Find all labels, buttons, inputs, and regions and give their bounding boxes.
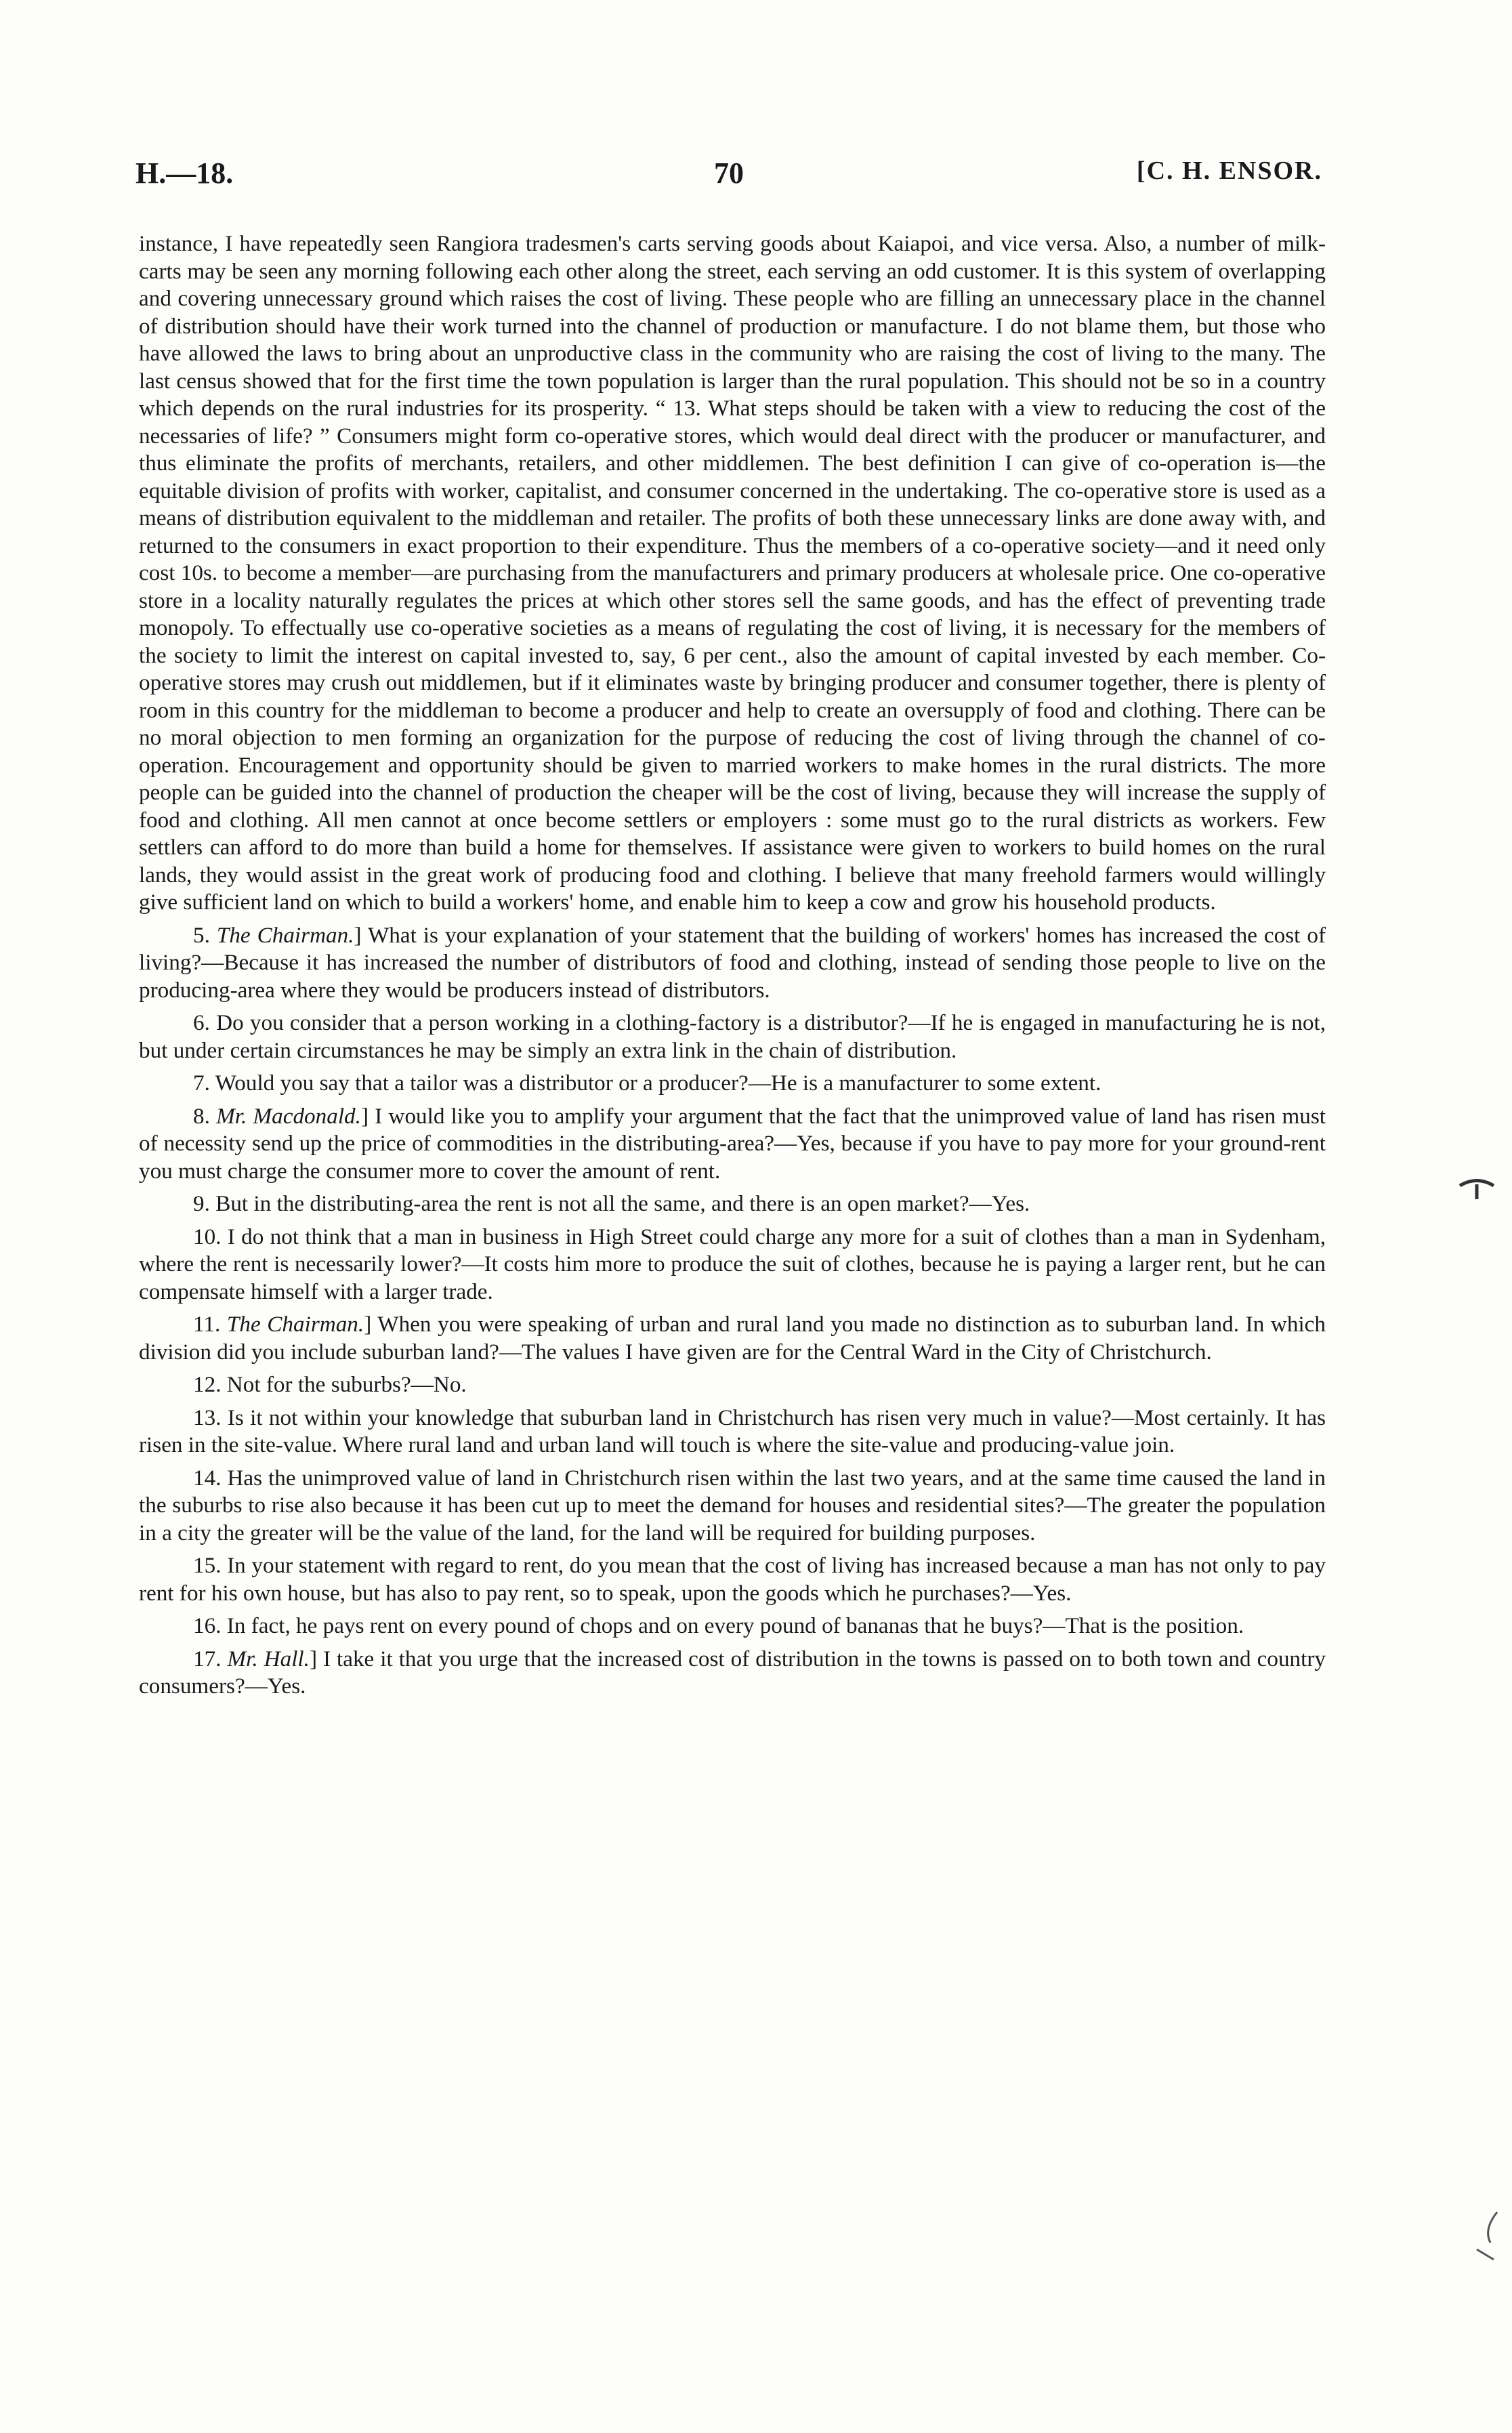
question-17 [139,1646,1326,1701]
question-10 [139,1224,1326,1306]
question-number: 13. [193,1405,222,1430]
paragraph: instance, I have repeatedly seen Rangiora tradesmen's carts serving goods about Kaiapoi, and vice versa. Also, a number of milk-carts may be seen any morning following each other along the street, each serving an odd customer. It is this system of overlapping and covering unnecessary ground which raises the cost of living. These people who are filling an unnecessary place in the channel of distribution should have their work turned into the channel of production or manufacture. I do not blame them, but those who have allowed the laws to bring about an unproductive class in the community who are raising the cost of living to the many. The last census showed that for the first time the town population is larger than the rural population. This should not be so in a country which depends on the rural industries for its prosperity. “ 13. What steps should be taken with a view to reducing the cost of the necessaries of life? ” Consumers might form co-operative stores, which would deal direct with the producer or manufacturer, and thus eliminate the profits of merchants, retailers, and other middlemen. The best definition I can give of co-operation is—the equitable division of profits with worker, capitalist, and consumer concerned in the undertaking. The co-operative store is used as a means of distribution equivalent to the middleman and retailer. The profits of both these unnecessary links are done away with, and returned to the consumers in exact proportion to their expenditure. Thus the members of a co-operative society—and it need only cost 10s. to become a member—are purchasing from the manufacturers and primary producers at wholesale price. One co-operative store in a locality naturally regulates the prices at which other stores sell the same goods, and has the effect of preventing trade monopoly. To effectually use co-operative societies as a means of regulating the cost of living, it is necessary for the members of the society to limit the interest on capital invested to, say, 6 per cent., also the amount of capital invested by each member. Co-operative stores may crush out middlemen, but if it eliminates waste by bringing producer and consumer together, there is plenty of room in this country for the middleman to become a producer and help to create an oversupply of food and clothing. There can be no moral objection to men forming an organization for the purpose of reducing the cost of living through the channel of co-operation. Encouragement and opportunity should be given to married workers to make homes in the rural districts. The more people can be guided into the channel of production the cheaper will be the cost of living, because they will increase the supply of food and clothing. All men cannot at once become settlers or employers : some must go to the rural districts as workers. Few settlers can afford to do more than build a home for themselves. If assistance were given to workers to build homes on the rural lands, they would assist in the great work of producing food and clothing. I believe that many freehold farmers would willingly give sufficient land on which to build a workers' home, and enable him to keep a cow and grow his household products. [139,231,1326,915]
question-number: 5. [193,922,210,948]
margin-scan-mark [1470,2209,1504,2263]
question-text: ] I take it that you urge that the increased cost of distribution in the towns is passed on to both town and country consumers?—Yes. [139,1646,1326,1699]
question-7 [139,1070,1326,1098]
question-number: 9. [193,1191,210,1216]
witness-name: [C. H. ENSOR. [1136,157,1322,185]
question-16 [139,1613,1326,1640]
page-number: 70 [714,157,744,190]
question-text: Would you say that a tailor was a distributor or a producer?—He is a manufacturer to some extent. [215,1070,1101,1096]
question-number: 15. [193,1553,222,1578]
question-text: I do not think that a man in business in High Street could charge any more for a suit of clothes than a man in Sydenham, where the rent is necessarily lower?—It costs him more to produce the suit of clothes, because he is paying a larger rent, but he can compensate himself with a larger trade. [139,1224,1326,1304]
question-6 [139,1010,1326,1064]
question-text: In fact, he pays rent on every pound of chops and on every pound of bananas that he buys?—That is the position. [226,1613,1244,1638]
question-number: 16. [193,1613,222,1638]
question-text: Is it not within your knowledge that suburban land in Christchurch has risen very much in value?—Most certainly. It has risen in the site-value. Where rural land and urban land will touch is where the site-value and producing-value join. [139,1405,1326,1457]
speaker: The Chairman. [216,922,354,948]
question-number: 17. [193,1646,222,1671]
question-5 [139,922,1326,1005]
question-12 [139,1371,1326,1399]
question-number: 7. [193,1070,210,1096]
question-11 [139,1311,1326,1366]
question-13 [139,1405,1326,1459]
question-text: In your statement with regard to rent, do you mean that the cost of living has increased because a man has not only to pay rent for his own house, but has also to pay rent, so to speak, upon the goods which he purchases?—Yes. [139,1553,1326,1606]
speaker: Mr. Macdonald. [216,1103,361,1129]
question-8 [139,1103,1326,1186]
question-text: ] What is your explanation of your statement that the building of workers' homes has increased the cost of living?—Because it has increased the number of distributors of food and clothing, instead of sending those people to live on the producing-area where they would be producers instead of distributors. [139,922,1326,1003]
question-text: But in the distributing-area the rent is not all the same, and there is an open market?—Yes. [215,1191,1030,1216]
question-number: 14. [193,1465,222,1491]
question-number: 11. [193,1312,221,1337]
question-number: 6. [193,1010,210,1035]
question-text: Has the unimproved value of land in Christchurch risen within the last two years, and at the same time caused the land in the suburbs to rise also because it has been cut up to meet the demand for houses and residential sites?—The greater the population in a city the greater will be the value of the land, for the land will be required for building purposes. [139,1465,1326,1545]
question-number: 10. [193,1224,222,1249]
question-15 [139,1552,1326,1607]
speaker: The Chairman. [226,1312,364,1337]
margin-scan-mark [1456,1172,1497,1213]
page-header [135,156,1322,210]
question-14 [139,1465,1326,1547]
document-reference: H.—18. [135,157,234,190]
question-number: 8. [193,1103,210,1129]
question-text: Not for the suburbs?—No. [226,1372,467,1397]
question-9 [139,1190,1326,1218]
question-text: ] I would like you to amplify your argument that the fact that the unimproved value of land has risen must of necessity send up the price of commodities in the distributing-area?—Yes, because if you have to pay more for your ground-rent you must charge the consumer more to cover the amount of rent. [139,1103,1326,1184]
body-text [139,230,1326,1701]
question-text: Do you consider that a person working in a clothing-factory is a distributor?—If he is engaged in manufacturing he is not, but under certain circumstances he may be simply an extra link in the chain of distribution. [139,1010,1326,1063]
question-number: 12. [193,1372,222,1397]
question-text: ] When you were speaking of urban and rural land you made no distinction as to suburban land. In which division did you include suburban land?—The values I have given are for the Central Ward in the City of Christchurch. [139,1312,1326,1365]
speaker: Mr. Hall. [227,1646,310,1671]
